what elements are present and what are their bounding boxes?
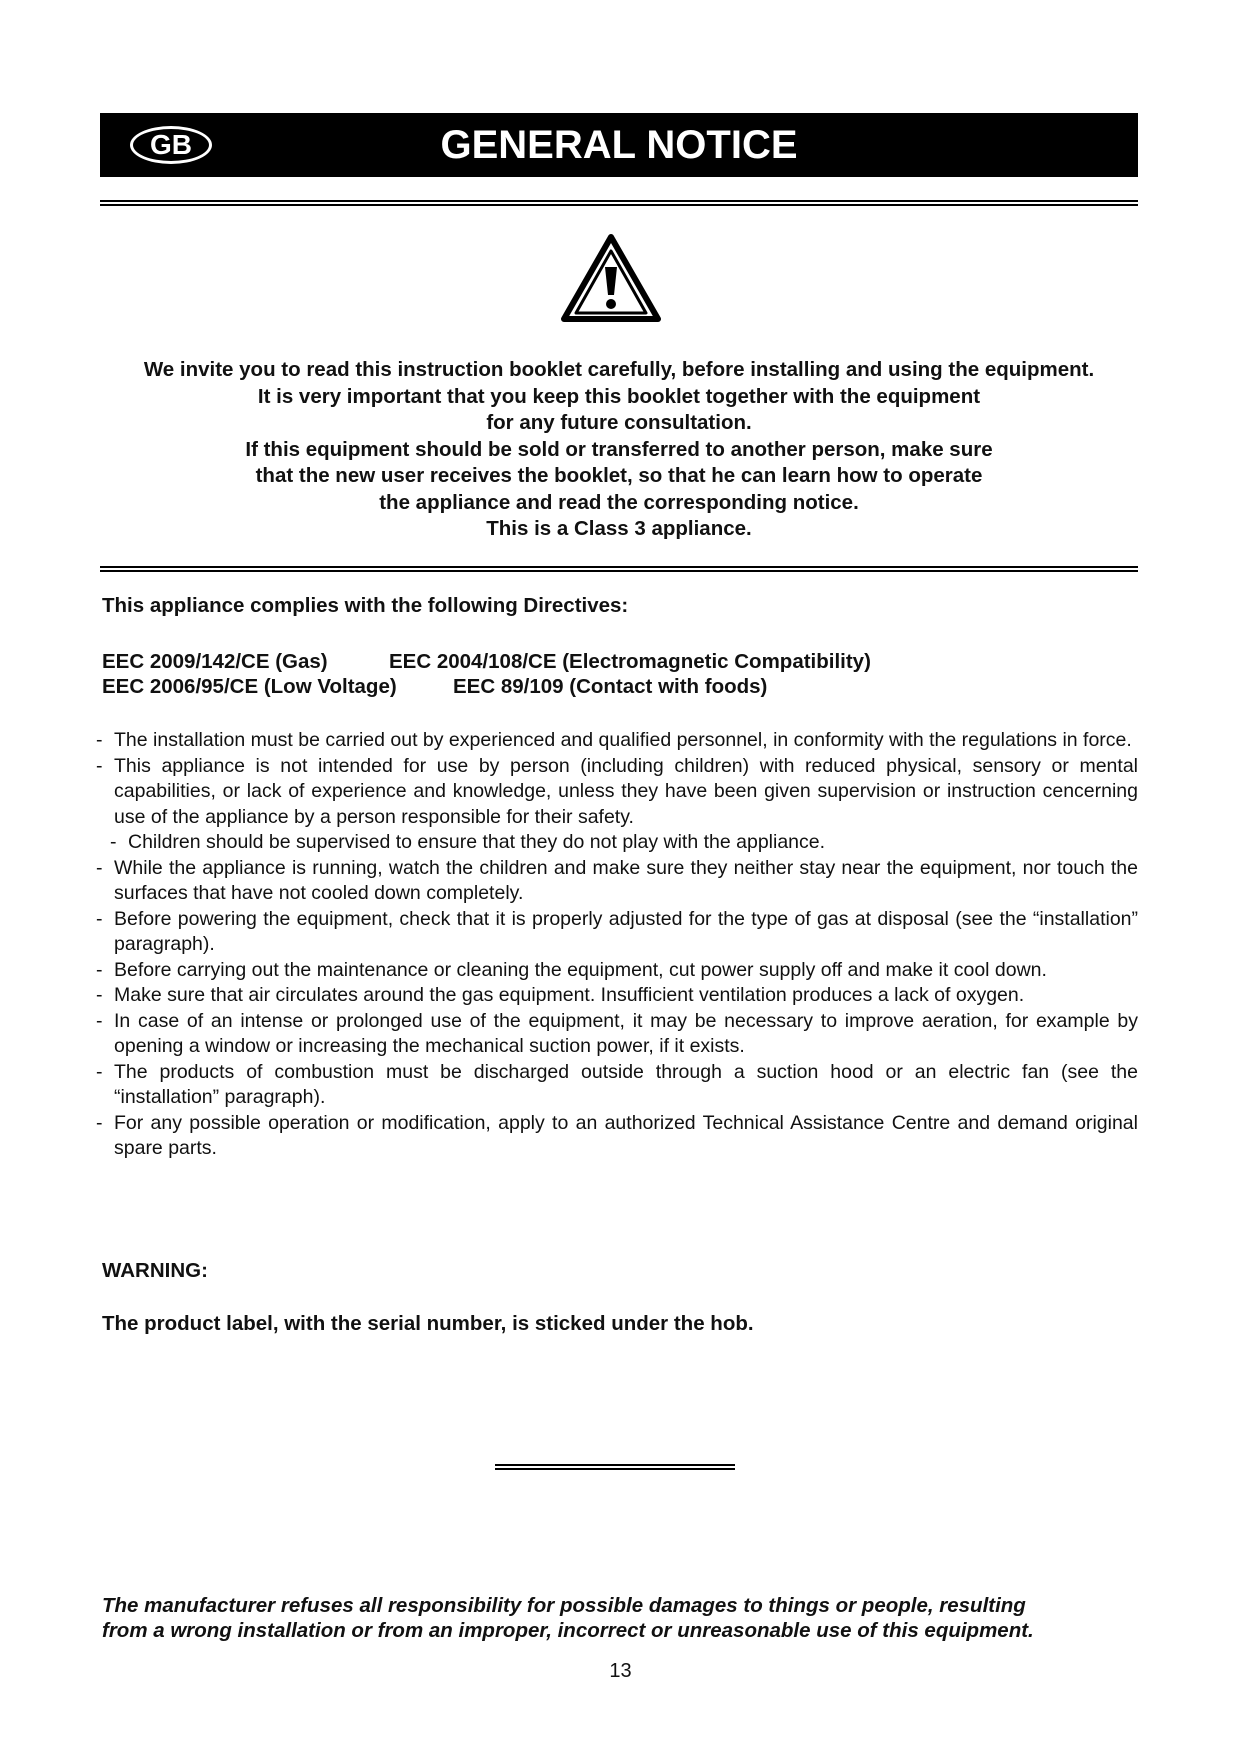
disclaimer-line: from a wrong installation or from an improper, incorrect or unreasonable use of this equipment. — [102, 1619, 1034, 1642]
divider-top — [100, 200, 1138, 206]
language-badge: GB — [130, 126, 212, 164]
rule-item: - Before carrying out the maintenance or cleaning the equipment, cut power supply off and make it cool down. — [96, 958, 1047, 981]
directive-gas: EEC 2009/142/CE (Gas) — [102, 650, 328, 673]
rule-item: - Make sure that air circulates around the gas equipment. Insufficient ventilation produces a lack of oxygen. — [96, 984, 1025, 1006]
warning-label: WARNING: — [102, 1259, 208, 1282]
rule-item: - Children should be supervised to ensure that they do not play with the appliance. — [110, 831, 826, 853]
directive-row — [102, 674, 871, 699]
intro-line: We invite you to read this instruction booklet carefully, before installing and using the equipment. — [143, 358, 1095, 381]
manufacturer-disclaimer — [102, 1593, 1138, 1643]
rule-item: - In case of an intense or prolonged use of the equipment, it may be necessary to improve aeration, for example by opening a window or increasing the mechanical suction power, if it exists. — [96, 1009, 1138, 1057]
rule-item: - For any possible operation or modification, apply to an authorized Technical Assistance Centre and demand original spare parts. — [96, 1111, 1138, 1159]
rule-item: - While the appliance is running, watch the children and make sure they neither stay near the equipment, nor touch the surfaces that have not cooled down completely. — [96, 856, 1138, 904]
product-label-note: The product label, with the serial number, is sticked under the hob. — [102, 1312, 754, 1335]
rule-item: - Before powering the equipment, check that it is properly adjusted for the type of gas at disposal (see the “installation” paragraph). — [96, 907, 1138, 955]
page-number: 13 — [609, 1660, 632, 1682]
directive-emc: EEC 2004/108/CE (Electromagnetic Compatibility) — [389, 650, 871, 673]
rule-item: - This appliance is not intended for use by person (including children) with reduced physical, sensory or mental capabilities, or lack of experience and knowledge, unless they have been given supervision or instruction cencerning use of the appliance by a person responsible for their safety. — [96, 754, 1138, 828]
page-title: GENERAL NOTICE — [440, 123, 798, 167]
safety-rules — [96, 728, 1138, 1162]
directive-low-voltage: EEC 2006/95/CE (Low Voltage) — [102, 675, 397, 698]
directive-food-contact: EEC 89/109 (Contact with foods) — [453, 675, 768, 698]
intro-line: If this equipment should be sold or transferred to another person, make sure that the new user receives the booklet, so that he can learn how to operate the appliance and read the corresponding notice. — [245, 437, 993, 514]
rule-item: - The products of combustion must be discharged outside through a suction hood or an electric fan (see the “installation” paragraph). — [96, 1060, 1138, 1108]
warning-triangle-icon — [560, 233, 662, 325]
directives-heading: This appliance complies with the following Directives: — [102, 594, 629, 617]
disclaimer-line: The manufacturer refuses all responsibility for possible damages to things or people, resulting — [102, 1594, 1026, 1617]
intro-notice — [100, 357, 1138, 543]
divider-middle — [100, 566, 1138, 572]
rule-item: - The installation must be carried out by experienced and qualified personnel, in conformity with the regulations in force. — [96, 729, 1132, 751]
directive-row — [102, 649, 871, 674]
section-header — [100, 113, 1138, 177]
divider-short — [495, 1464, 735, 1470]
directives-list — [102, 649, 871, 699]
intro-line: It is very important that you keep this booklet together with the equipment for any future consultation. — [257, 384, 981, 434]
intro-line: This is a Class 3 appliance. — [486, 517, 752, 540]
